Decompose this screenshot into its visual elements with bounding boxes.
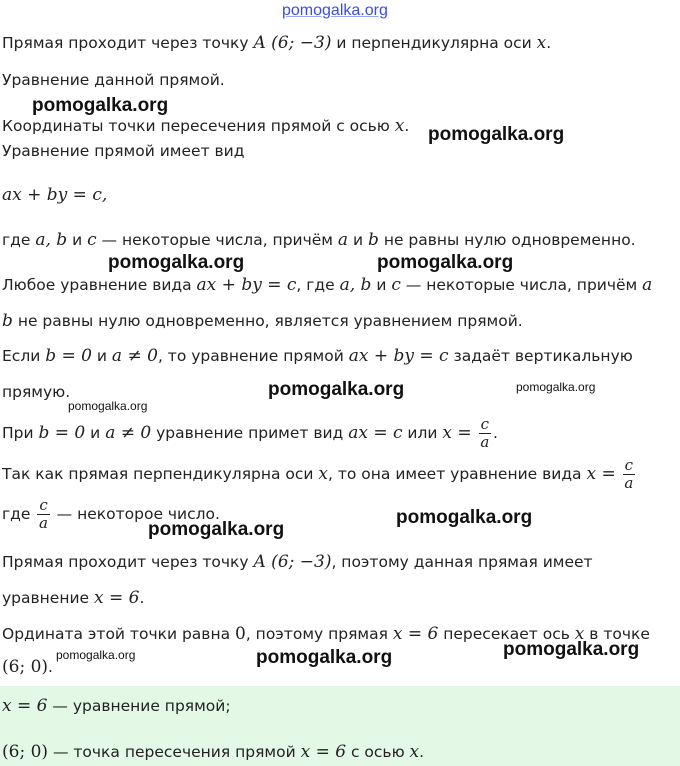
answer-box <box>0 686 680 766</box>
math-var: a <box>642 275 653 295</box>
text: , то она имеет уравнение вида <box>328 465 587 483</box>
watermark: pomogalka.org <box>516 380 596 394</box>
line-6 <box>2 229 636 251</box>
watermark: pomogalka.org <box>68 399 148 413</box>
equation-general: ax + by = c, <box>2 185 108 205</box>
line-14 <box>2 551 593 573</box>
text: Прямая проходит через точку <box>2 553 254 571</box>
text: . <box>546 34 552 52</box>
math-eq: a ≠ 0 <box>105 423 152 443</box>
text: Ордината этой точки равна <box>2 625 235 643</box>
math-var: x <box>394 116 405 136</box>
math-eq: x = 6 <box>300 742 347 762</box>
watermark: pomogalka.org <box>32 95 169 116</box>
text: не равны нулю одновременно. <box>378 231 636 249</box>
line-15 <box>2 587 144 609</box>
math-eq: x = 6 <box>94 588 140 608</box>
text: При <box>2 424 39 442</box>
math-point: (6; 0) <box>2 657 49 677</box>
watermark: pomogalka.org <box>428 124 565 145</box>
watermark: pomogalka.org <box>396 507 533 528</box>
text: и <box>85 424 106 442</box>
text: Любое уравнение вида <box>2 276 197 294</box>
math-var: b <box>368 230 379 250</box>
text: и <box>371 276 392 294</box>
math-point: A (6; −3) <box>253 33 332 53</box>
line-3 <box>2 115 409 137</box>
text: задаёт вертикальную <box>448 347 633 365</box>
text: не равны нулю одновременно, является уравнением прямой. <box>12 312 523 330</box>
math-var: b <box>2 311 13 331</box>
math-var: c <box>87 230 97 250</box>
line-4: Уравнение прямой имеет вид <box>2 142 245 160</box>
answer-line-1 <box>2 695 231 717</box>
text: где <box>2 505 36 523</box>
site-header-link[interactable]: pomogalka.org <box>282 2 388 19</box>
text: уравнение примет вид <box>151 424 349 442</box>
text: и перпендикулярна оси <box>331 34 537 52</box>
math-point: A (6; −3) <box>253 552 332 572</box>
watermark: pomogalka.org <box>503 639 640 660</box>
watermark: pomogalka.org <box>56 648 136 662</box>
text: и <box>91 347 112 365</box>
math-number: 0 <box>235 624 246 644</box>
math-eq: ax + by = c <box>348 346 449 366</box>
math-var: x <box>409 742 420 762</box>
text: Координаты точки пересечения прямой с осью <box>2 117 395 135</box>
fraction-numerator: c <box>624 456 634 474</box>
math-var: a <box>337 230 349 250</box>
watermark: pomogalka.org <box>108 252 245 273</box>
math-var: x <box>318 464 329 484</box>
line-17 <box>2 656 53 678</box>
text: и <box>67 231 88 249</box>
fraction-denominator: a <box>39 514 48 532</box>
fraction-numerator: c <box>39 496 48 514</box>
fraction-denominator: a <box>624 474 634 492</box>
text: — некоторое число. <box>51 505 220 523</box>
text: , поэтому прямая <box>245 625 393 643</box>
math-point: (6; 0) <box>2 742 49 762</box>
fraction-c-over-a <box>37 497 49 532</box>
text: . <box>493 424 498 442</box>
text: , то уравнение прямой <box>157 347 349 365</box>
math-eq: b = 0 <box>45 346 92 366</box>
fraction-denominator: a <box>480 433 490 451</box>
line-2: Уравнение данной прямой. <box>2 71 225 89</box>
text: . <box>419 743 425 761</box>
text: , где <box>296 276 340 294</box>
text: Если <box>2 347 46 365</box>
line-1 <box>2 32 551 54</box>
watermark: pomogalka.org <box>377 252 514 273</box>
fraction-numerator: c <box>480 415 490 433</box>
math-eq: ax + by = c <box>196 275 297 295</box>
math-var: x <box>574 624 585 644</box>
math-var: c <box>391 275 401 295</box>
math-var: x <box>536 33 547 53</box>
answer-line-2 <box>2 741 424 763</box>
text: — некоторые числа, причём <box>96 231 338 249</box>
text: — точка пересечения прямой <box>48 743 301 761</box>
text: и <box>348 231 368 249</box>
math-var: a, b <box>35 230 68 250</box>
text: где <box>2 231 36 249</box>
line-11 <box>2 416 498 451</box>
text: Прямая проходит через точку <box>2 34 254 52</box>
watermark: pomogalka.org <box>148 519 285 540</box>
math-var: a, b <box>339 275 372 295</box>
math-eq: x = <box>586 464 616 484</box>
text: Так как прямая перпендикулярна оси <box>2 465 319 483</box>
line-7 <box>2 274 652 296</box>
math-eq: x = 6 <box>392 624 439 644</box>
line-10: прямую. <box>2 383 71 401</box>
text: с осью <box>346 743 410 761</box>
text: или <box>402 424 443 442</box>
math-eq: x = 6 <box>2 696 48 716</box>
fraction-c-over-a <box>479 416 491 451</box>
math-eq: x = <box>442 423 472 443</box>
line-12 <box>2 457 637 492</box>
math-eq: a ≠ 0 <box>111 346 158 366</box>
text: уравнение <box>2 589 94 607</box>
math-eq: b = 0 <box>38 423 86 443</box>
line-9 <box>2 345 633 367</box>
fraction-c-over-a <box>623 457 635 492</box>
watermark: pomogalka.org <box>256 647 393 668</box>
text: . <box>404 117 410 135</box>
line-8 <box>2 310 523 332</box>
text: — уравнение прямой; <box>47 697 231 715</box>
text: пересекает ось <box>438 625 575 643</box>
text: — некоторые числа, причём <box>400 276 643 294</box>
math-eq: ax = c <box>348 423 403 443</box>
text: , поэтому данная прямая имеет <box>331 553 593 571</box>
text: . <box>139 589 145 607</box>
text: в точке <box>584 625 650 643</box>
watermark: pomogalka.org <box>268 379 405 400</box>
text: . <box>48 658 53 676</box>
